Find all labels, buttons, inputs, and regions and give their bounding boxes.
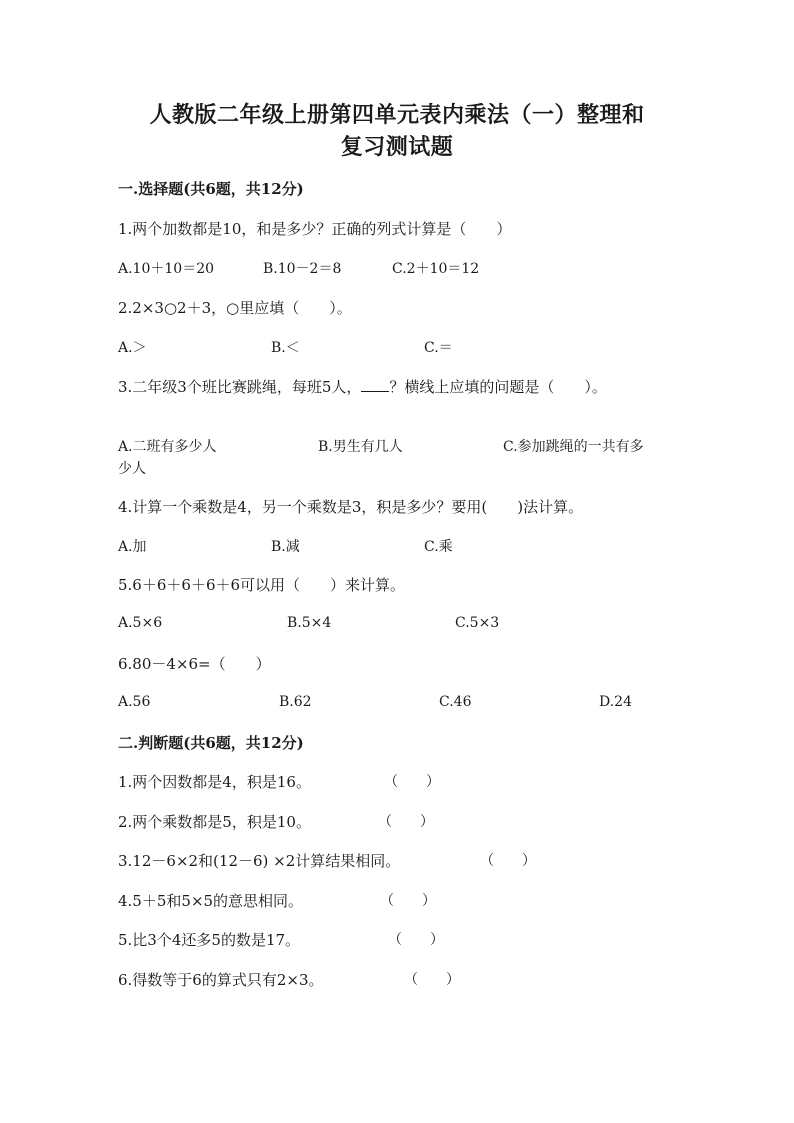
choice-q3-option-c-continued: 少人 [118,461,146,477]
choice-q3-option-b: B.男生有几人 [318,439,403,455]
choice-q5-option-a: A.5×6 [118,615,163,631]
choice-q4-option-a: A.加 [118,539,147,555]
judgement-question-6: 6.得数等于6的算式只有2×3。 [118,971,324,989]
choice-q6-option-b: B.62 [279,694,312,710]
judgement-question-5: 5.比3个4还多5的数是17。 [118,931,301,949]
section-heading-choice: 一.选择题(共6题，共12分) [118,180,304,198]
page-title-line1: 人教版二年级上册第四单元表内乘法（一）整理和 [149,102,645,128]
judgement-question-2: 2.两个乘数都是5，积是10。 [118,813,311,831]
choice-q3-option-a: A.二班有多少人 [118,439,217,455]
choice-q4-option-b: B.减 [271,539,300,555]
choice-q4-option-c: C.乘 [424,539,453,555]
choice-q2-option-b: B.＜ [271,340,300,356]
fill-blank-line [361,379,389,392]
choice-question-4: 4.计算一个乘数是4，另一个乘数是3，积是多少？要用( )法计算。 [118,498,584,516]
choice-q5-option-b: B.5×4 [287,615,332,631]
judgement-question-4: 4.5＋5和5×5的意思相同。 [118,892,304,910]
page-title-line2: 复习测试题 [340,134,454,160]
choice-question-3 [118,376,607,397]
judgement-q4-answer-paren: （ ） [380,893,436,909]
choice-q3-text-before: 3.二年级3个班比赛跳绳，每班5人， [118,378,362,396]
section-heading-judgement: 二.判断题(共6题，共12分) [118,734,304,752]
choice-q2-option-a: A.＞ [118,340,147,356]
choice-question-2: 2.2×3○2＋3，○里应填（ ）。 [118,299,352,317]
judgement-q3-answer-paren: （ ） [480,853,536,869]
choice-q6-option-d: D.24 [599,694,632,710]
choice-question-6: 6.80－4×6=（ ） [118,655,271,673]
choice-question-5: 5.6＋6＋6＋6＋6可以用（ ）来计算。 [118,576,406,594]
choice-q3-text-after: ？横线上应填的问题是（ ）。 [389,378,607,396]
judgement-question-1: 1.两个因数都是4，积是16。 [118,773,311,791]
choice-q1-option-a: A.10＋10＝20 [118,261,215,277]
choice-q6-option-a: A.56 [118,694,151,710]
judgement-q1-answer-paren: （ ） [384,774,440,790]
judgement-q5-answer-paren: （ ） [388,932,444,948]
judgement-question-3: 3.12－6×2和(12－6) ×2计算结果相同。 [118,852,401,870]
choice-q1-option-c: C.2＋10＝12 [392,261,480,277]
choice-q3-option-c: C.参加跳绳的一共有多 [503,439,644,455]
choice-q6-option-c: C.46 [439,694,472,710]
choice-q1-option-b: B.10－2＝8 [263,261,342,277]
judgement-q6-answer-paren: （ ） [404,972,460,988]
judgement-q2-answer-paren: （ ） [378,814,434,830]
choice-question-1: 1.两个加数都是10，和是多少？正确的列式计算是（ ） [118,220,512,238]
choice-q2-option-c: C.＝ [424,340,453,356]
choice-q5-option-c: C.5×3 [455,615,500,631]
